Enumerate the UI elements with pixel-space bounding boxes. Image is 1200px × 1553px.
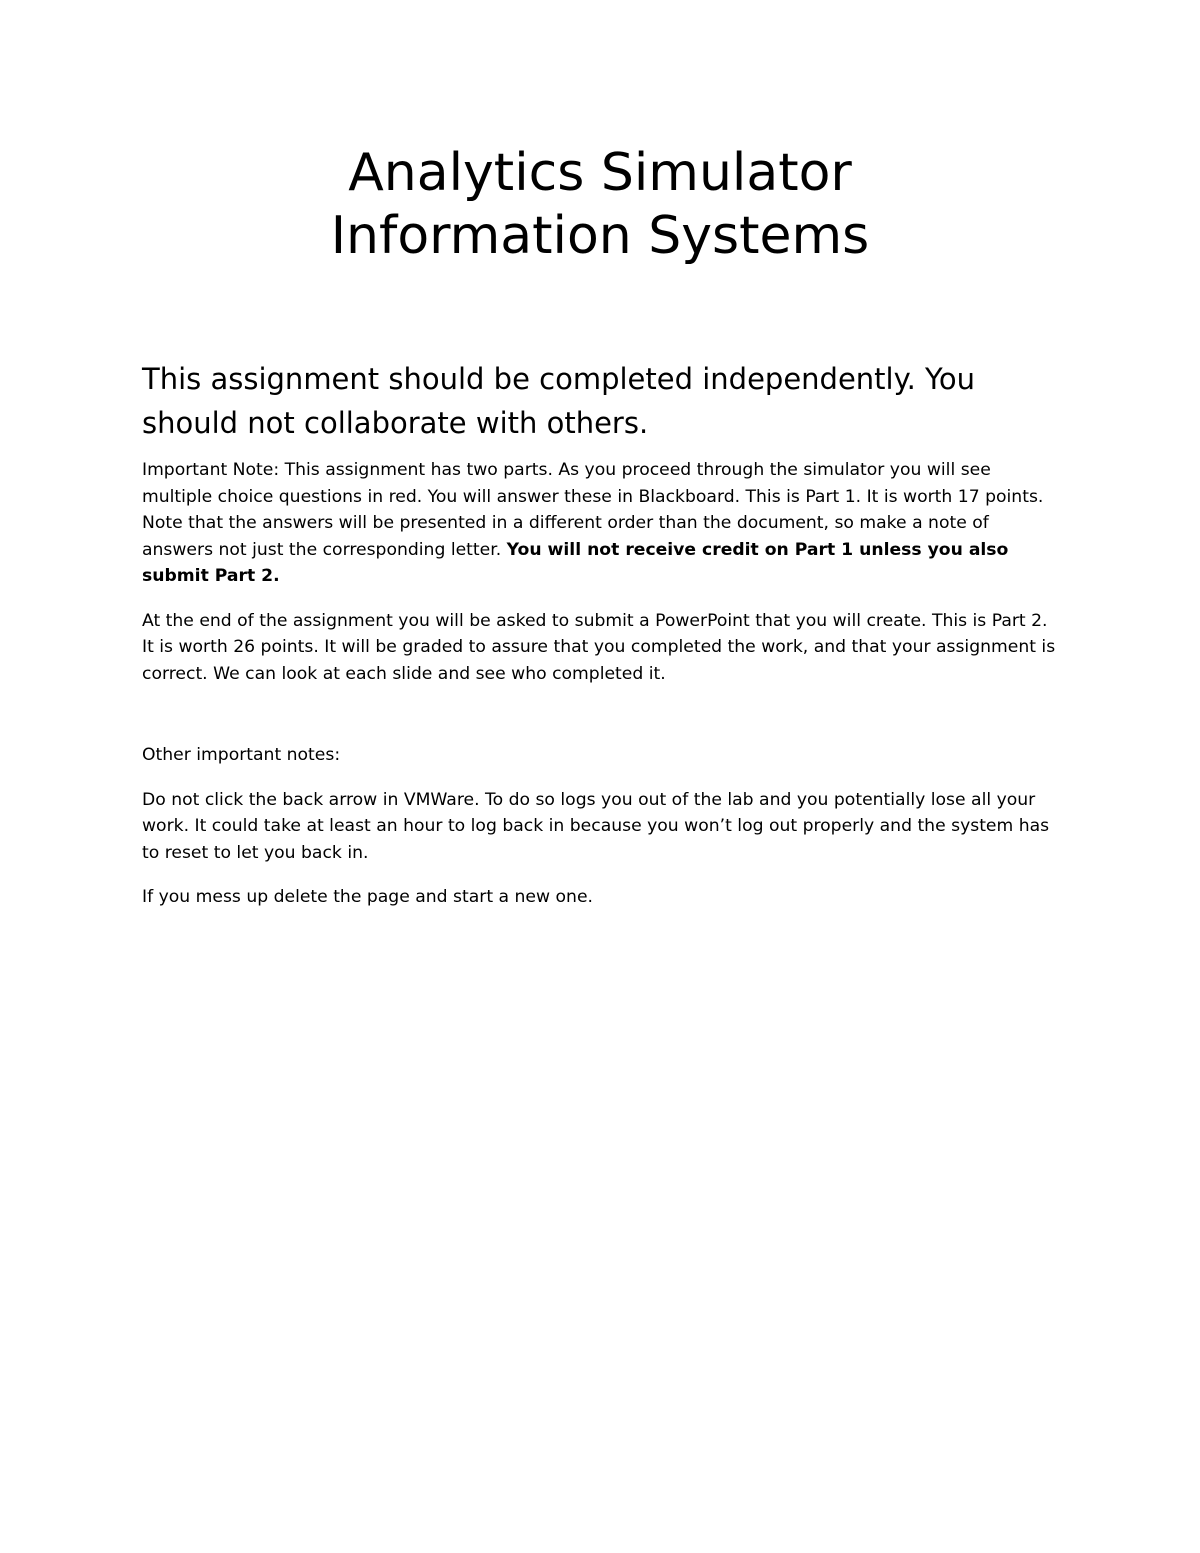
title-line-1: Analytics Simulator (348, 143, 852, 203)
title-line-2: Information Systems (330, 206, 870, 266)
reset-note-paragraph: If you mess up delete the page and start a new one. (142, 887, 593, 907)
important-note-bold-text: You will not receive credit on Part 1 unless you also submit Part 2. (142, 539, 1009, 586)
vmware-note-paragraph: Do not click the back arrow in VMWare. To do so logs you out of the lab and you potentially lose all your work. It could take at least an hour to log back in because you won’t log out properly and the system has to reset to let you back in. (142, 789, 1050, 863)
document-body (142, 357, 1062, 929)
important-note-paragraph (142, 457, 1062, 590)
spacer (142, 705, 1062, 742)
part-2-paragraph: At the end of the assignment you will be asked to submit a PowerPoint that you will create. This is Part 2. It is worth 26 points. It will be graded to assure that you completed the work, and that your assignment is correct. We can look at each slide and see who completed it. (142, 610, 1056, 684)
other-notes-heading: Other important notes: (142, 745, 341, 765)
important-note-text: Important Note: This assignment has two parts. As you proceed through the simulator you will see multiple choice questions in red. You will answer these in Blackboard. This is Part 1. It is worth 17 points. Note that the answers will be presented in a different order than the document, so make a note of answers not just the corresponding letter. (142, 460, 1044, 560)
document-title (0, 142, 1200, 268)
independence-statement: This assignment should be completed independently. You should not collaborate with others. (142, 362, 976, 440)
